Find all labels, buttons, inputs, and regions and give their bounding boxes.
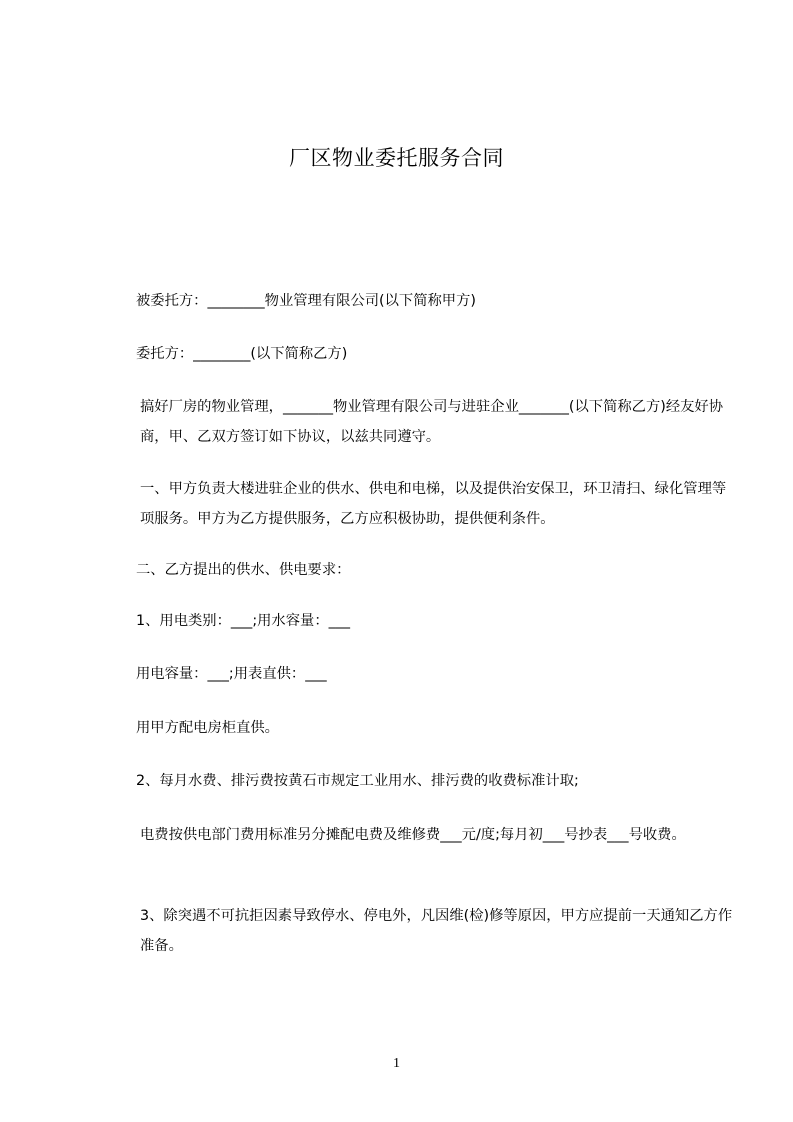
page-number: 1 [393, 1056, 400, 1071]
paragraph-preamble: 搞好厂房的物业管理，_______物业管理有限公司与进驻企业_______(以下简称乙方)经友好协商，甲、乙双方签订如下协议，以兹共同遵守。 [140, 399, 724, 445]
paragraph-direct-supply: 用甲方配电房柜直供。 [136, 720, 279, 736]
document-title: 厂区物业委托服务合同 [289, 146, 504, 170]
paragraph-power-capacity: 用电容量：___;用表直供：___ [136, 666, 327, 682]
paragraph-item-1: 1、用电类别：___;用水容量：___ [136, 613, 351, 629]
paragraph-item-2: 2、每月水费、排污费按黄石市规定工业用水、排污费的收费标准计取; [136, 773, 579, 789]
paragraph-electricity-fee: 电费按供电部门费用标准另分摊配电费及维修费___元/度;每月初___号抄表___号收费。 [140, 827, 686, 843]
paragraph-entrusted-party: 被委托方：________物业管理有限公司(以下简称甲方) [136, 293, 476, 309]
paragraph-clause-2-heading: 二、乙方提出的供水、供电要求： [136, 562, 351, 578]
paragraph-entrusting-party: 委托方：________(以下简称乙方) [136, 346, 348, 362]
paragraph-clause-1: 一、甲方负责大楼进驻企业的供水、供电和电梯，以及提供治安保卫，环卫清扫、绿化管理等项服务。甲方为乙方提供服务，乙方应积极协助，提供便利条件。 [140, 481, 727, 527]
paragraph-item-3: 3、除突遇不可抗拒因素导致停水、停电外，凡因维(检)修等原因，甲方应提前一天通知乙方作准备。 [140, 908, 733, 954]
